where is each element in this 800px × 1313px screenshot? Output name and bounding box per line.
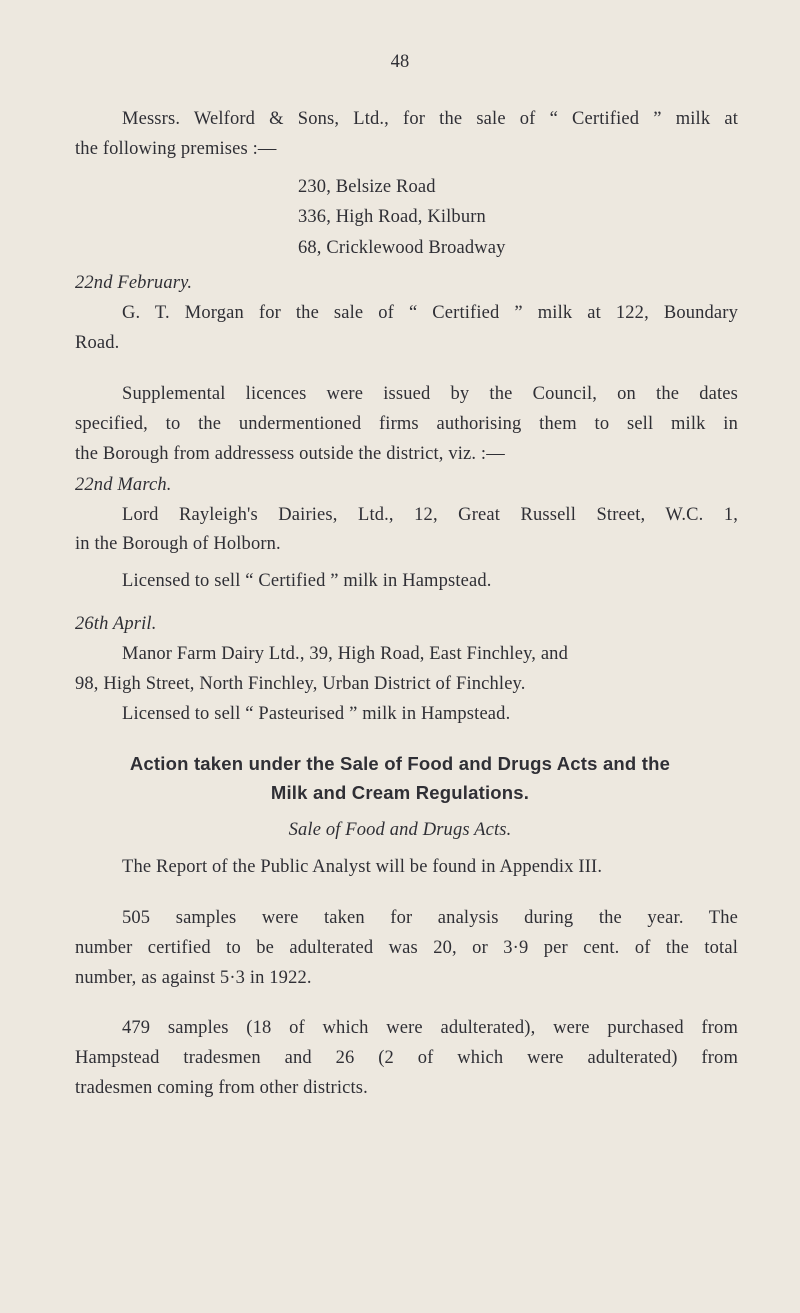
april-licensed: Licensed to sell “ Pasteurised ” milk in Hampstead. bbox=[122, 704, 511, 724]
february-line-2: Road. bbox=[75, 333, 120, 353]
welford-address-3: 68, Cricklewood Broadway bbox=[298, 238, 506, 258]
march-line-2: in the Borough of Holborn. bbox=[75, 534, 281, 554]
welford-line-2: the following premises :— bbox=[75, 139, 277, 159]
date-march: 22nd March. bbox=[75, 475, 172, 495]
april-line-1: Manor Farm Dairy Ltd., 39, High Road, East Finchley, and bbox=[122, 644, 568, 664]
section-heading-line-2: Milk and Cream Regulations. bbox=[270, 782, 530, 803]
welford-line-1: Messrs. Welford & Sons, Ltd., for the sale of “ Certified ” milk at bbox=[122, 109, 738, 129]
march-licensed: Licensed to sell “ Certified ” milk in Hampstead. bbox=[122, 571, 492, 591]
date-february: 22nd February. bbox=[75, 273, 193, 293]
section-subheading: Sale of Food and Drugs Acts. bbox=[288, 820, 512, 840]
samples-line-3: number, as against 5·3 in 1922. bbox=[75, 968, 312, 988]
page-number: 48 bbox=[390, 52, 410, 72]
february-line-1: G. T. Morgan for the sale of “ Certified ” milk at 122, Boundary bbox=[122, 303, 738, 323]
date-april: 26th April. bbox=[75, 614, 157, 634]
samples-line-1: 505 samples were taken for analysis during the year. The bbox=[122, 908, 738, 928]
purchased-line-1: 479 samples (18 of which were adulterated), were purchased from bbox=[122, 1018, 738, 1038]
purchased-line-2: Hampstead tradesmen and 26 (2 of which were adulterated) from bbox=[75, 1048, 738, 1068]
section-heading-line-1: Action taken under the Sale of Food and Drugs Acts and the bbox=[129, 753, 671, 774]
supplemental-line-3: the Borough from addressess outside the district, viz. :— bbox=[75, 444, 505, 464]
march-line-1: Lord Rayleigh's Dairies, Ltd., 12, Great Russell Street, W.C. 1, bbox=[122, 505, 738, 525]
samples-line-2: number certified to be adulterated was 20, or 3·9 per cent. of the total bbox=[75, 938, 738, 958]
supplemental-line-2: specified, to the undermentioned firms authorising them to sell milk in bbox=[75, 414, 738, 434]
welford-address-2: 336, High Road, Kilburn bbox=[298, 207, 486, 227]
supplemental-line-1: Supplemental licences were issued by the Council, on the dates bbox=[122, 384, 738, 404]
purchased-line-3: tradesmen coming from other districts. bbox=[75, 1078, 368, 1098]
report-line: The Report of the Public Analyst will be found in Appendix III. bbox=[122, 857, 603, 877]
welford-address-1: 230, Belsize Road bbox=[298, 177, 436, 197]
april-line-2: 98, High Street, North Finchley, Urban District of Finchley. bbox=[75, 674, 526, 694]
